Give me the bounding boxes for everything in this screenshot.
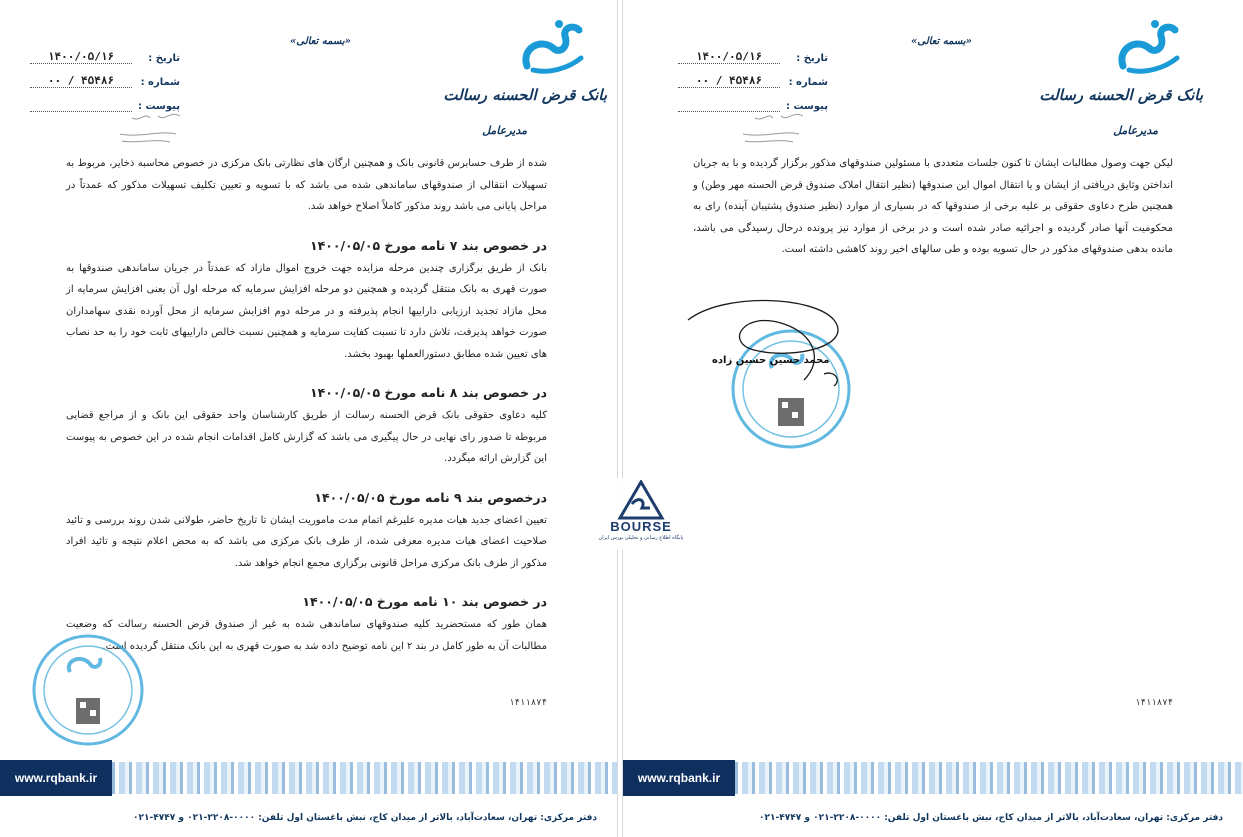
- addressee-title: مدیرعامل: [482, 124, 527, 137]
- section-9-heading: درخصوص بند ۹ نامه مورخ ۱۴۰۰/۰۵/۰۵: [314, 489, 547, 505]
- addressee-title: مدیرعامل: [1113, 124, 1158, 137]
- website-link[interactable]: www.rqbank.ir: [0, 760, 112, 796]
- number-value: ۰۰ / ۴۵۴۸۶: [678, 74, 780, 88]
- handwritten-note-icon: [110, 108, 190, 148]
- document-number: ۱۴۱۱۸۷۴: [1135, 698, 1173, 708]
- bank-logo: [443, 18, 607, 113]
- bismillah: «بسمه تعالی»: [290, 36, 351, 47]
- date-value: ۱۴۰۰/۰۵/۱۶: [678, 50, 780, 64]
- letter-meta: [678, 40, 828, 112]
- date-value: ۱۴۰۰/۰۵/۱۶: [30, 50, 132, 64]
- number-label: شماره :: [788, 77, 828, 88]
- section-10-text: همان طور که مستحضرید کلیه صندوقهای ساماندهی شده به غیر از صندوق قرض الحسنه رسالت که وضعیت مطالبات آن به طور کامل در بند ۲ این نامه توضیح داده شد به صورت قهری به این بانک منتقل گردیده است.: [66, 619, 547, 652]
- rasalat-logo-icon: [519, 18, 589, 76]
- bank-name: بانک قرض الحسنه رسالت: [1039, 86, 1203, 104]
- footer-address: دفتر مرکزی: تهران، سعادت‌آباد، بالاتر از میدان کاج، نبش باغستان اول تلفن: ۰۰۰۰-۲۲۰۸-۰۲۱ و ۴۷۴۷-۰۲۱: [759, 813, 1223, 823]
- number-row: [30, 64, 180, 88]
- letter-body: [693, 153, 1173, 261]
- section-7-text: بانک از طریق برگزاری چندین مرحله مزایده جهت خروج اموال مازاد که عمدتاً در جریان ساماندهی صندوقها به صورت قهری به بانک منتقل گردیده و همچنین دو مرحله افزایش سرمایه که مرحله اول آن یعنی افزایش سرمایه از محل مازاد تجدید ارزیابی داراییها انجام پذیرفته و در مرحله دوم افزایش سرمایه از محل آورده نقدی سهامداران صورت خواهد پذیرفت، تلاش دارد تا نسبت کفایت سرمایه و همچنین نسبت خالص داراییهای ثابت خود را به حد نصاب های تعیین شده مطابق دستورالعملها بهبود بخشد.: [66, 262, 547, 360]
- letter-footer: [623, 760, 1243, 837]
- closing-paragraph: لیکن جهت وصول مطالبات ایشان تا کنون جلسات متعددی با مسئولین صندوقهای مذکور برگزار گردیده و با به جریان انداختن وثایق دریافتی از ایشان و یا انتقال اموال این صندوقها (نظیر انتقال املاک صندوق قرض الحسنه مهر وطن) و همچنین طرح دعاوی حقوقی بر علیه برخی از صندوقها که در بسیاری از موارد (نظیر صندوق پشتیبان آینده) رای به محکومیت آنها صادر گردیده و اجرائیه صادر شده است و در برخی از موارد نیز پرونده درحال رسیدگی می باشد، مانده بدهی صندوقهای مذکور در حال تسویه بوده و طی سالهای اخیر روند کاهشی داشته است.: [693, 158, 1173, 255]
- website-link[interactable]: www.rqbank.ir: [623, 760, 735, 796]
- section-9-text: تعیین اعضای جدید هیات مدیره علیرغم اتمام مدت ماموریت ایشان تا تاریخ حاضر، طولانی شدن روند بررسی و تائید صلاحیت اعضای هیات مدیره معرفی شده، از طرف بانک مرکزی می باشد که به محض اعلام نتیجه و تائید افراد مذکور از طرف بانک مرکزی مراحل قانونی برگزاری مجمع انجام خواهد شد.: [66, 514, 547, 569]
- bismillah: «بسمه تعالی»: [911, 36, 972, 47]
- section-8-text: کلیه دعاوی حقوقی بانک قرض الحسنه رسالت از طریق کارشناسان واحد حقوقی این بانک و از مراجع قضایی مربوطه تا صدور رای نهایی در حال پیگیری می باشد که گزارش کامل اقدامات انجام شده در این خصوص به پیوست این گزارش ارائه میگردد.: [66, 410, 547, 464]
- date-label: تاریخ :: [148, 53, 180, 64]
- letter-body: [66, 153, 547, 657]
- bank-seal-stamp-icon: [30, 632, 146, 748]
- number-row: [678, 64, 828, 88]
- date-label: تاریخ :: [796, 53, 828, 64]
- handwritten-note-icon: [733, 108, 813, 148]
- bank-name: بانک قرض الحسنه رسالت: [443, 86, 607, 104]
- letter-meta: [30, 40, 180, 112]
- section-7-heading: در خصوص بند ۷ نامه مورخ ۱۴۰۰/۰۵/۰۵: [309, 237, 547, 253]
- letter-page-3: [622, 0, 1243, 837]
- intro-paragraph: شده از طرف حسابرس قانونی بانک و همچنین ارگان های نظارتی بانک مرکزی در خصوص محاسبه ذخایر، مربوط به تسهیلات انتقالی از صندوقهای ساماندهی شده می باشد که با تسویه و تعیین تکلیف تسهیلات مذکور که عمدتاً در مراحل پایانی می باشد روند مذکور کاملاً اصلاح خواهد شد.: [66, 158, 547, 212]
- number-label: شماره :: [140, 77, 180, 88]
- section-10-heading: در خصوص بند ۱۰ نامه مورخ ۱۴۰۰/۰۵/۰۵: [302, 594, 547, 609]
- bourse-watermark: [596, 478, 686, 550]
- date-row: [30, 40, 180, 64]
- watermark-subtitle: پایگاه اطلاع رسانی و تحلیلی بورس ایران: [598, 535, 684, 541]
- handwritten-signature-icon: [684, 290, 854, 400]
- number-value: ۰۰ / ۴۵۴۸۶: [30, 74, 132, 88]
- bourse-logo-icon: [616, 480, 666, 520]
- attachment-label: پیوست :: [785, 101, 828, 112]
- watermark-word: BOURSE: [610, 519, 672, 534]
- document-number: ۱۴۱۱۸۷۴: [509, 698, 547, 708]
- date-row: [678, 40, 828, 64]
- signer-name: محمد حسین حسین زاده: [712, 355, 830, 366]
- rasalat-logo-icon: [1115, 18, 1185, 76]
- letter-footer: [0, 760, 617, 837]
- section-8-heading: در خصوص بند ۸ نامه مورخ ۱۴۰۰/۰۵/۰۵: [309, 385, 547, 400]
- bank-logo: [1039, 18, 1203, 113]
- footer-address: دفتر مرکزی: تهران، سعادت‌آباد، بالاتر از میدان کاج، نبش باغستان اول تلفن: ۰۰۰۰-۲۲۰۸-۰۲۱ و ۴۷۴۷-۰۲۱: [133, 813, 597, 823]
- attachment-label: پیوست :: [137, 101, 180, 112]
